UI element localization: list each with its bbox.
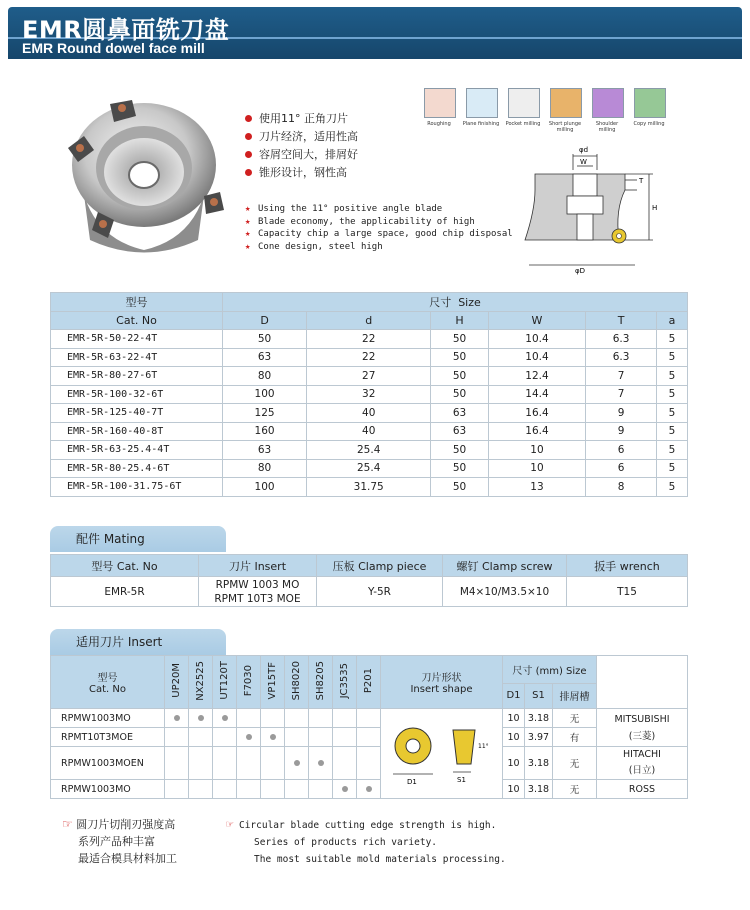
grade-dot xyxy=(198,715,204,721)
insert-tab: 适用刀片 Insert xyxy=(50,629,226,655)
mating-header: 型号 Cat. No xyxy=(51,555,199,577)
grade-cell xyxy=(237,709,261,728)
size-value: 100 xyxy=(223,478,307,497)
grade-cell xyxy=(237,728,261,747)
insert-shape-en: Insert shape xyxy=(410,684,473,695)
feature-cn-item: 锥形设计，钢性高 xyxy=(245,164,358,182)
shape-angle-label: 11° xyxy=(477,743,489,750)
size-value: 5 xyxy=(656,385,687,404)
footer-cn-line: 最适合模具材料加工 xyxy=(78,852,177,865)
machining-icons xyxy=(424,88,664,132)
insert-cat: RPMT10T3MOE xyxy=(51,728,165,747)
grade-header: JC3535 xyxy=(339,662,350,699)
size-value: 7 xyxy=(586,367,657,386)
machining-label: Plane finishing xyxy=(462,121,500,127)
mating-header: 刀片 Insert xyxy=(199,555,317,577)
size-header-en: Size xyxy=(458,295,481,309)
size-value: 27 xyxy=(307,367,431,386)
size-value: 5 xyxy=(656,404,687,423)
grade-header: UP20M xyxy=(171,663,182,698)
grade-cell xyxy=(261,780,285,799)
insert-d1: 10 xyxy=(503,747,525,780)
insert-shape-cell xyxy=(381,709,503,799)
mating-table xyxy=(50,554,688,607)
pointing-hand-icon: ☞ xyxy=(226,817,234,831)
grade-dot xyxy=(366,786,372,792)
insert-s1: 3.97 xyxy=(525,728,553,747)
insert-table xyxy=(50,655,688,799)
mating-wrench: T15 xyxy=(567,577,688,607)
grade-dot xyxy=(222,715,228,721)
shape-d1-label: D1 xyxy=(406,778,417,786)
insert-row xyxy=(51,780,688,799)
insert-cat: RPMW1003MO xyxy=(51,780,165,799)
insert-s1: 3.18 xyxy=(525,747,553,780)
footer-en xyxy=(226,816,506,868)
insert-chip: 无 xyxy=(553,747,597,780)
size-value: 50 xyxy=(431,478,488,497)
size-value: 32 xyxy=(307,385,431,404)
grade-dot xyxy=(294,760,300,766)
footer-en-line: Series of products rich variety. xyxy=(254,837,438,848)
insert-cat: RPMW1003MO xyxy=(51,709,165,728)
size-value: 63 xyxy=(431,422,488,441)
shoulder-milling-icon xyxy=(592,88,624,118)
size-header-cn: 尺寸 xyxy=(429,295,452,309)
plane-finishing-icon xyxy=(466,88,498,118)
insert-shape-cn: 刀片形状 xyxy=(421,673,462,684)
dim-w-label: W xyxy=(580,158,587,166)
grade-cell xyxy=(165,747,189,780)
dim-t-label: T xyxy=(639,177,644,185)
size-value: 9 xyxy=(586,422,657,441)
size-value: 80 xyxy=(223,367,307,386)
grade-header: F7030 xyxy=(243,664,254,697)
size-cat: EMR-5R-100-31.75-6T xyxy=(51,478,223,497)
size-value: 5 xyxy=(656,422,687,441)
size-row xyxy=(51,422,688,441)
footer-cn-line: 系列产品种丰富 xyxy=(78,835,155,848)
size-value: 6.3 xyxy=(586,330,657,349)
grade-cell xyxy=(309,747,333,780)
insert-model-cn: 型号 xyxy=(97,673,118,684)
size-cat: EMR-5R-80-25.4-6T xyxy=(51,459,223,478)
size-value: 22 xyxy=(307,348,431,367)
grade-dot xyxy=(342,786,348,792)
size-value: 25.4 xyxy=(307,441,431,460)
grade-cell xyxy=(213,780,237,799)
dim-h-label: H xyxy=(652,204,658,212)
insert-d1: 10 xyxy=(503,728,525,747)
machining-label: Roughing xyxy=(427,121,451,127)
grade-cell xyxy=(165,709,189,728)
grade-cell xyxy=(357,747,381,780)
insert-row xyxy=(51,747,688,780)
feature-en-item: ★ Cone design, steel high xyxy=(245,241,513,254)
col-header: H xyxy=(431,311,488,330)
grade-cell xyxy=(333,747,357,780)
size-value: 5 xyxy=(656,348,687,367)
insert-chip: 无 xyxy=(553,780,597,799)
size-value: 100 xyxy=(223,385,307,404)
maker-cell xyxy=(597,747,688,780)
grade-cell xyxy=(213,747,237,780)
size-row xyxy=(51,478,688,497)
footer-en-line xyxy=(226,816,506,834)
size-row xyxy=(51,441,688,460)
size-value: 50 xyxy=(431,385,488,404)
roughing-icon xyxy=(424,88,456,118)
size-value: 9 xyxy=(586,404,657,423)
grade-cell xyxy=(189,780,213,799)
grade-header: UT120T xyxy=(219,661,230,700)
insert-d1: 10 xyxy=(503,780,525,799)
grade-dot xyxy=(246,734,252,740)
size-value: 50 xyxy=(431,441,488,460)
grade-cell xyxy=(165,728,189,747)
mating-header: 压板 Clamp piece xyxy=(317,555,443,577)
col-header: T xyxy=(586,311,657,330)
maker-name-cn: (日立) xyxy=(628,765,656,776)
header-banner xyxy=(8,7,742,59)
size-value: 63 xyxy=(223,441,307,460)
dim-bigd-label: φD xyxy=(575,267,586,275)
feature-cn-item: 容屑空间大，排屑好 xyxy=(245,146,358,164)
grade-cell xyxy=(285,728,309,747)
features-cn-list xyxy=(245,110,358,182)
grade-cell xyxy=(261,709,285,728)
mating-insert xyxy=(199,577,317,607)
model-header-en: Cat. No xyxy=(51,311,223,330)
size-value: 5 xyxy=(656,459,687,478)
col-header: a xyxy=(656,311,687,330)
size-value: 5 xyxy=(656,441,687,460)
footer-cn-text: 圆刀片切削刃强度高 xyxy=(76,818,176,831)
maker-name: ROSS xyxy=(628,783,656,795)
mating-tab: 配件 Mating xyxy=(50,526,226,552)
grade-cell xyxy=(333,780,357,799)
mating-clamp: Y-5R xyxy=(317,577,443,607)
size-value: 5 xyxy=(656,367,687,386)
size-row xyxy=(51,367,688,386)
size-value: 6 xyxy=(586,441,657,460)
feature-en-item: ★ Using the 11° positive angle blade xyxy=(245,203,513,216)
size-value: 16.4 xyxy=(488,404,585,423)
pocket-milling-icon xyxy=(508,88,540,118)
size-value: 5 xyxy=(656,478,687,497)
grade-dot xyxy=(174,715,180,721)
size-value: 50 xyxy=(431,348,488,367)
size-table xyxy=(50,292,688,497)
size-cat: EMR-5R-63-25.4-4T xyxy=(51,441,223,460)
machining-label: Shoulder milling xyxy=(595,121,619,133)
footer-cn-line xyxy=(62,816,177,833)
size-value: 13 xyxy=(488,478,585,497)
size-row xyxy=(51,348,688,367)
col-header: d xyxy=(307,311,431,330)
size-value: 63 xyxy=(431,404,488,423)
size-value: 160 xyxy=(223,422,307,441)
size-value: 16.4 xyxy=(488,422,585,441)
maker-name: MITSUBISHI xyxy=(614,713,670,725)
size-value: 63 xyxy=(223,348,307,367)
grade-cell xyxy=(333,728,357,747)
grade-header: SH8020 xyxy=(291,660,302,701)
machining-label: Copy milling xyxy=(633,121,665,127)
insert-s1: 3.18 xyxy=(525,780,553,799)
copy-milling-icon xyxy=(634,88,666,118)
size-value: 14.4 xyxy=(488,385,585,404)
grade-cell xyxy=(309,709,333,728)
size-row xyxy=(51,404,688,423)
insert-shape-drawing xyxy=(383,710,501,794)
grade-cell xyxy=(213,709,237,728)
page-title: EMR圆鼻面铣刀盘 xyxy=(22,16,230,44)
dim-d-label: φd xyxy=(579,146,589,154)
size-cat: EMR-5R-63-22-4T xyxy=(51,348,223,367)
size-cat: EMR-5R-80-27-6T xyxy=(51,367,223,386)
maker-header xyxy=(597,656,688,709)
model-header-cn: 型号 xyxy=(51,293,223,312)
size-value: 8 xyxy=(586,478,657,497)
size-cat: EMR-5R-160-40-8T xyxy=(51,422,223,441)
size-value: 31.75 xyxy=(307,478,431,497)
machining-label: Short plunge milling xyxy=(548,121,582,133)
size-cat: EMR-5R-100-32-6T xyxy=(51,385,223,404)
size-col-header: S1 xyxy=(525,683,553,708)
grade-cell xyxy=(309,728,333,747)
grade-cell xyxy=(261,728,285,747)
size-value: 10.4 xyxy=(488,330,585,349)
grade-cell xyxy=(333,709,357,728)
size-value: 6.3 xyxy=(586,348,657,367)
maker-name: HITACHI xyxy=(623,749,661,760)
size-value: 5 xyxy=(656,330,687,349)
grade-cell xyxy=(261,747,285,780)
insert-shape-header xyxy=(381,656,503,709)
size-value: 25.4 xyxy=(307,459,431,478)
insert-size-header: 尺寸 (mm) Size xyxy=(503,656,597,684)
grade-cell xyxy=(285,780,309,799)
mating-header: 螺钉 Clamp screw xyxy=(443,555,567,577)
size-value: 6 xyxy=(586,459,657,478)
feature-cn-item: 刀片经济，适用性高 xyxy=(245,128,358,146)
face-mill-image xyxy=(58,90,230,260)
mating-header: 扳手 wrench xyxy=(567,555,688,577)
size-value: 50 xyxy=(431,367,488,386)
insert-model-header xyxy=(51,656,165,709)
mating-insert-line: RPMW 1003 MO xyxy=(215,578,300,591)
col-header: D xyxy=(223,311,307,330)
grade-cell xyxy=(165,780,189,799)
feature-en-item: ★ Blade economy, the applicability of high xyxy=(245,216,513,229)
size-value: 40 xyxy=(307,422,431,441)
mating-insert-line: RPMT 10T3 MOE xyxy=(214,592,301,605)
size-col-header: D1 xyxy=(503,683,525,708)
grade-cell xyxy=(189,728,213,747)
grade-cell xyxy=(237,780,261,799)
insert-chip: 有 xyxy=(553,728,597,747)
insert-row xyxy=(51,728,688,747)
size-value: 50 xyxy=(223,330,307,349)
plunge-milling-icon xyxy=(550,88,582,118)
size-value: 7 xyxy=(586,385,657,404)
grade-cell xyxy=(357,728,381,747)
size-header xyxy=(223,293,688,312)
insert-model-en: Cat. No xyxy=(89,684,126,695)
grade-cell xyxy=(285,747,309,780)
size-cat: EMR-5R-50-22-4T xyxy=(51,330,223,349)
insert-d1: 10 xyxy=(503,709,525,728)
feature-en-item: ★ Capacity chip a large space, good chip disposal xyxy=(245,228,513,241)
size-row xyxy=(51,385,688,404)
size-value: 40 xyxy=(307,404,431,423)
grade-cell xyxy=(357,709,381,728)
size-cat: EMR-5R-125-40-7T xyxy=(51,404,223,423)
grade-dot xyxy=(270,734,276,740)
size-value: 10.4 xyxy=(488,348,585,367)
size-value: 12.4 xyxy=(488,367,585,386)
size-value: 50 xyxy=(431,459,488,478)
maker-cell xyxy=(597,780,688,799)
grade-cell xyxy=(285,709,309,728)
maker-cell xyxy=(597,709,688,747)
mating-screw: M4×10/M3.5×10 xyxy=(443,577,567,607)
dimension-drawing xyxy=(515,140,675,280)
size-value: 10 xyxy=(488,459,585,478)
grade-cell xyxy=(309,780,333,799)
grade-header: VP15TF xyxy=(267,661,278,700)
maker-name-cn: (三菱) xyxy=(628,730,656,742)
shape-s1-label: S1 xyxy=(456,776,466,784)
size-value: 80 xyxy=(223,459,307,478)
grade-dot xyxy=(318,760,324,766)
grade-header: NX2525 xyxy=(195,660,206,701)
size-row xyxy=(51,330,688,349)
grade-header: P201 xyxy=(363,667,374,694)
mating-cat: EMR-5R xyxy=(51,577,199,607)
insert-row xyxy=(51,709,688,728)
size-value: 125 xyxy=(223,404,307,423)
pointing-hand-icon: ☞ xyxy=(62,817,73,831)
footer-en-text: Circular blade cutting edge strength is high. xyxy=(238,820,497,831)
grade-cell xyxy=(237,747,261,780)
size-col-header: 排屑槽 xyxy=(553,683,597,708)
grade-header: SH8205 xyxy=(315,660,326,701)
col-header: W xyxy=(488,311,585,330)
machining-label: Pocket milling xyxy=(505,121,541,127)
features-en-list xyxy=(245,203,513,253)
footer-cn xyxy=(62,816,177,867)
size-value: 50 xyxy=(431,330,488,349)
grade-cell xyxy=(189,747,213,780)
insert-cat: RPMW1003MOEN xyxy=(51,747,165,780)
size-value: 10 xyxy=(488,441,585,460)
grade-cell xyxy=(213,728,237,747)
feature-cn-item: 使用11° 正角刀片 xyxy=(245,110,358,128)
grade-cell xyxy=(189,709,213,728)
insert-chip: 无 xyxy=(553,709,597,728)
grade-cell xyxy=(357,780,381,799)
footer-en-line: The most suitable mold materials processing. xyxy=(254,854,506,865)
page-subtitle: EMR Round dowel face mill xyxy=(22,40,205,56)
size-value: 22 xyxy=(307,330,431,349)
size-row xyxy=(51,459,688,478)
insert-s1: 3.18 xyxy=(525,709,553,728)
